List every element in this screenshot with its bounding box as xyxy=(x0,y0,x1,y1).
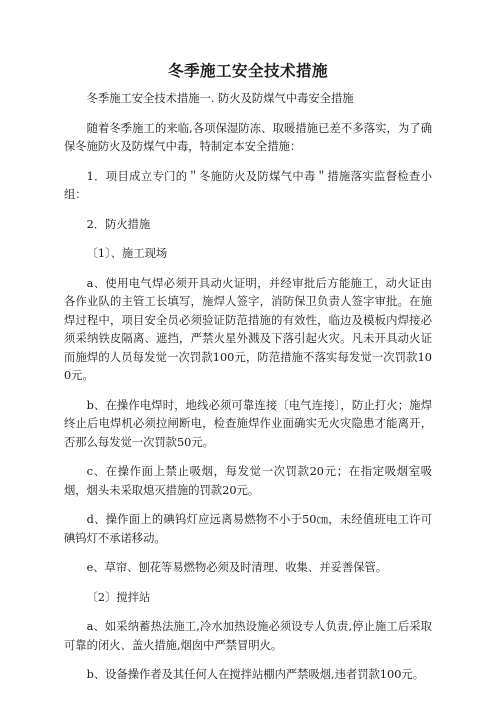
mixing-rule-a-paragraph: a、如采纳蓄热法施工,冷水加热设施必须设专人负责,停止施工后采取可靠的闭火、盖火措施,烟囱中严禁冒明火。 xyxy=(64,620,432,652)
subsection-site-heading: 〔1〕、施工现场 xyxy=(86,247,168,260)
document-title: 冬季施工安全技术措施 xyxy=(167,62,328,80)
intro-paragraph: 随着冬季施工的来临,各项保湿防冻、取暖措施已差不多落实，为了确保冬施防火及防煤气中毒，特制定本安全措施： xyxy=(64,121,432,153)
site-rule-a-paragraph: a、使用电气焊必须开具动火证明，并经审批后方能施工，动火证由各作业队的主管工长填写，施焊人签字，消防保卫负责人签字审批。在施焊过程中，项目安全员必须验证防范措施的有效性，临边及模板内焊接必须采纳铁皮隔离、遮挡，严禁火星外溅及下落引起火灾。凡未开具动火证而施焊的人员每发觉一次罚款100元，防范措施不落实每发觉一次罚款100元。 xyxy=(64,276,432,382)
site-rule-b-paragraph: b、在操作电焊时，地线必须可靠连接〔电气连接〕，防止打火；施焊终止后电焊机必须拉闸断电，检查施焊作业面确实无火灾隐患才能离开，否那么每发觉一次罚款50元。 xyxy=(64,398,432,449)
site-rule-c-paragraph: c、在操作面上禁止吸烟，每发觉一次罚款20元；在指定吸烟室吸烟，烟头未采取熄灭措施的罚款20元。 xyxy=(64,465,432,497)
section-fire-prevention-heading: 2．防火措施 xyxy=(86,217,151,231)
subsection-mixing-station-heading: 〔2〕搅拌站 xyxy=(86,590,151,604)
mixing-rule-b-paragraph: b、设备操作者及其任何人在搅拌站棚内严禁吸烟,违者罚款100元。 xyxy=(86,668,424,681)
site-rule-d-paragraph: d、操作面上的碘钨灯应远离易燃物不小于50㎝，未经值班电工许可碘钨灯不承诺移动。 xyxy=(64,513,432,545)
site-rule-e-paragraph: e、草帘、刨花等易燃物必须及时清理、收集、并妥善保管。 xyxy=(86,561,388,574)
item-1-paragraph: 1．项目成立专门的＂冬施防火及防煤气中毒＂措施落实监督检查小组： xyxy=(64,169,432,201)
intro-heading-paragraph: 冬季施工安全技术措施一. 防火及防煤气中毒安全措施 xyxy=(86,92,354,105)
